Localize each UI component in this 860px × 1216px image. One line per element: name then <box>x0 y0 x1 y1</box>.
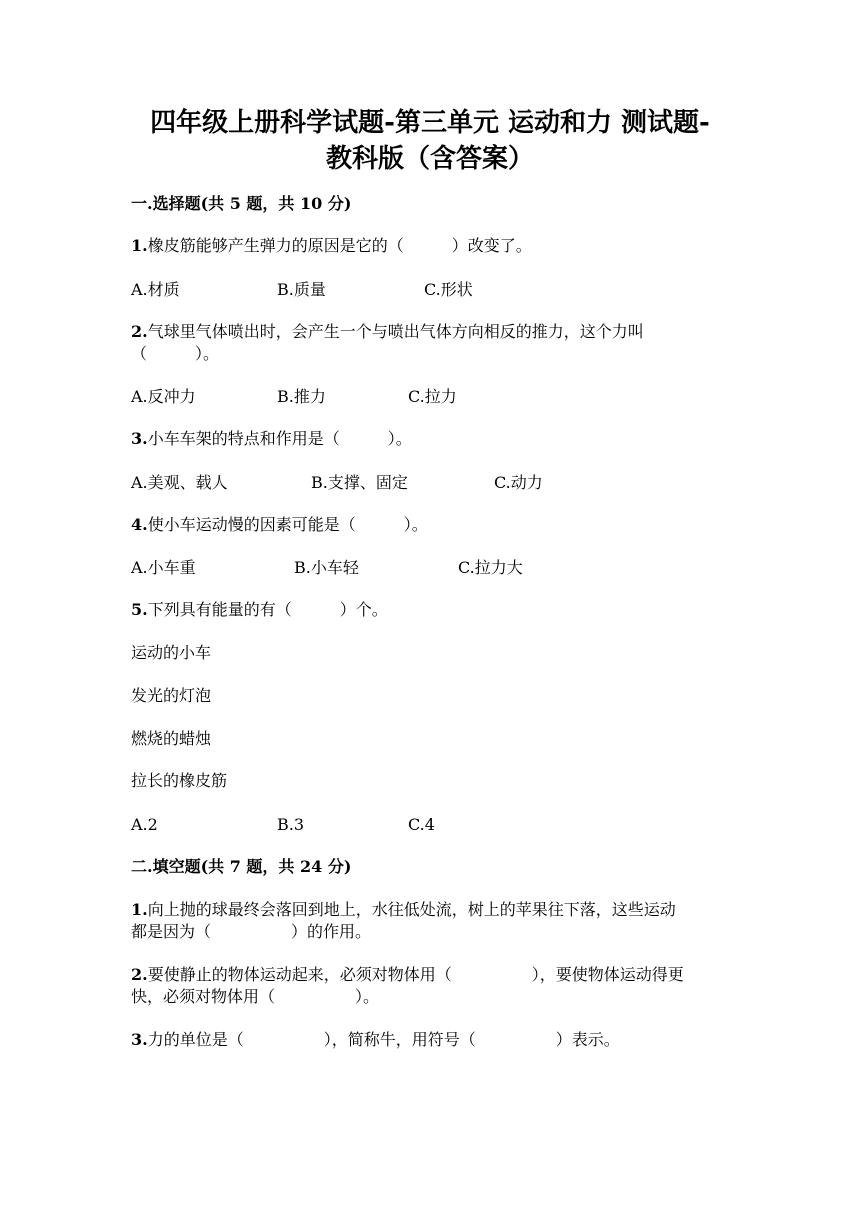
choice-question-4 <box>131 514 731 536</box>
question-text-continued: 都是因为（ ）的作用。 <box>131 922 372 941</box>
option-c: C.拉力 <box>408 387 457 406</box>
section-heading-fill-in: 二.填空题(共 7 题，共 24 分) <box>131 857 352 876</box>
option-a: A.2 <box>131 815 158 834</box>
section-heading-choice: 一.选择题(共 5 题，共 10 分) <box>131 194 352 213</box>
fill-question-1 <box>131 899 731 921</box>
option-b: B.3 <box>277 815 305 834</box>
option-b: B.支撑、固定 <box>311 473 408 492</box>
option-b: B.小车轻 <box>294 558 359 577</box>
option-a: A.小车重 <box>131 558 196 577</box>
option-c: C.4 <box>408 815 435 834</box>
option-a: A.反冲力 <box>131 387 196 406</box>
option-a: A.材质 <box>131 280 180 299</box>
question-text: 下列具有能量的有（ ）个。 <box>147 600 388 619</box>
fill-question-3 <box>131 1029 731 1051</box>
choice-question-2 <box>131 321 731 343</box>
question-text-continued: 快，必须对物体用（ ）。 <box>131 987 380 1006</box>
option-b: B.推力 <box>277 387 326 406</box>
question-number: 3. <box>131 1030 148 1049</box>
question-text: 力的单位是（ ），简称牛，用符号（ ）表示。 <box>147 1030 620 1049</box>
option-c: C.形状 <box>424 280 473 299</box>
list-item: 发光的灯泡 <box>131 686 212 705</box>
document-title-line-1: 四年级上册科学试题-第三单元 运动和力 测试题- <box>150 108 710 138</box>
question-text: 橡皮筋能够产生弹力的原因是它的（ ）改变了。 <box>147 236 532 255</box>
question-number: 1. <box>131 236 148 255</box>
question-text: 向上抛的球最终会落回到地上，水往低处流，树上的苹果往下落，这些运动 <box>147 900 676 919</box>
fill-question-2 <box>131 964 731 986</box>
list-item: 燃烧的蜡烛 <box>131 729 212 748</box>
question-number: 3. <box>131 429 148 448</box>
question-text: 要使静止的物体运动起来，必须对物体用（ ），要使物体运动得更 <box>147 965 684 984</box>
question-text-continued: （ ）。 <box>131 344 220 363</box>
question-number: 2. <box>131 322 148 341</box>
option-c: C.动力 <box>494 473 543 492</box>
document-title-line-2: 教科版（含答案） <box>325 144 534 174</box>
question-number: 5. <box>131 600 148 619</box>
question-text: 使小车运动慢的因素可能是（ ）。 <box>147 515 428 534</box>
option-c: C.拉力大 <box>458 558 523 577</box>
option-a: A.美观、载人 <box>131 473 228 492</box>
question-text: 气球里气体喷出时，会产生一个与喷出气体方向相反的推力，这个力叫 <box>147 322 644 341</box>
option-b: B.质量 <box>277 280 326 299</box>
choice-question-5 <box>131 599 731 621</box>
question-number: 1. <box>131 900 148 919</box>
question-number: 2. <box>131 965 148 984</box>
question-text: 小车车架的特点和作用是（ ）。 <box>147 429 412 448</box>
list-item: 运动的小车 <box>131 643 212 662</box>
list-item: 拉长的橡皮筋 <box>131 771 228 790</box>
question-number: 4. <box>131 515 148 534</box>
choice-question-1 <box>131 235 731 257</box>
choice-question-3 <box>131 428 731 450</box>
